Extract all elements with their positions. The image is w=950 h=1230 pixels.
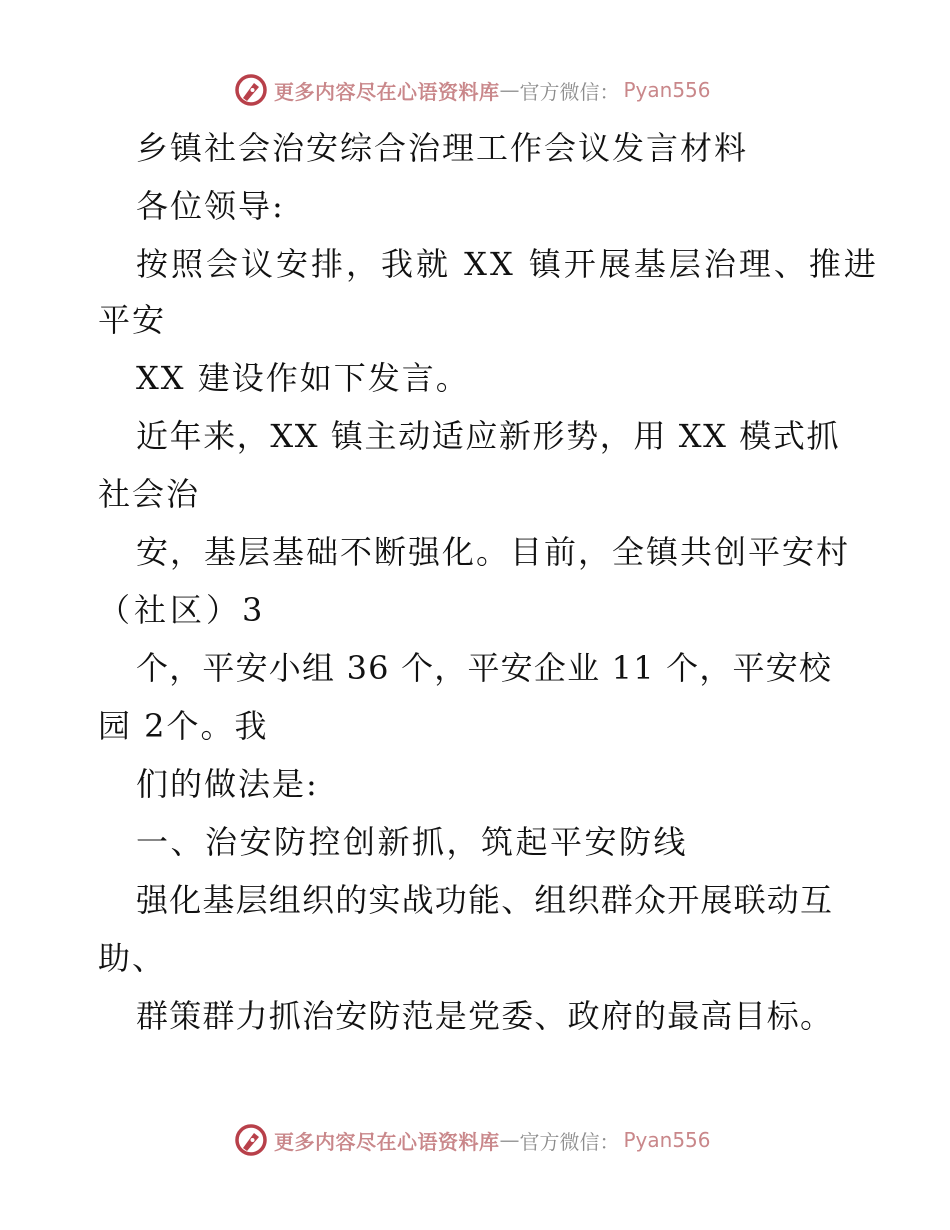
header-banner-text: 更多内容尽在心语资料库 xyxy=(274,79,500,104)
paragraph-line: 近年来，XX 镇主动适应新形势，用 XX 模式抓 xyxy=(136,417,841,455)
pen-nib-circle-icon xyxy=(234,1123,268,1157)
header-banner-wechat-id: Pyan556 xyxy=(623,78,711,102)
paragraph-line: 按照会议安排，我就 XX 镇开展基层治理、推进 xyxy=(136,245,879,283)
paragraph-line: 群策群力抓治安防范是党委、政府的最高目标。 xyxy=(136,997,834,1035)
paragraph-line: 个，平安小组 36 个，平安企业 11 个，平安校 xyxy=(136,649,833,687)
footer-banner-wechat-id: Pyan556 xyxy=(623,1128,711,1152)
document-title: 乡镇社会治安综合治理工作会议发言材料 xyxy=(136,129,749,167)
section-heading: 一、治安防控创新抓，筑起平安防线 xyxy=(136,823,689,861)
paragraph-line: 安，基层基础不断强化。目前，全镇共创平安村 xyxy=(136,533,851,571)
footer-banner-separator: — xyxy=(499,1128,520,1152)
salutation: 各位领导: xyxy=(136,187,285,225)
paragraph-line: 社会治 xyxy=(98,475,201,513)
pen-nib-circle-icon xyxy=(234,73,268,107)
paragraph-line: XX 建设作如下发言。 xyxy=(136,359,470,397)
header-banner-separator: — xyxy=(499,78,520,102)
paragraph-line: 园 2个。我 xyxy=(98,707,269,745)
paragraph-line: 助、 xyxy=(98,939,167,977)
paragraph-line: 强化基层组织的实战功能、组织群众开展联动互 xyxy=(136,881,834,919)
paragraph-line: 平安 xyxy=(98,301,167,339)
footer-banner xyxy=(234,1120,711,1160)
footer-banner-text: 更多内容尽在心语资料库 xyxy=(274,1129,500,1154)
header-banner-wechat-label: 官方微信： xyxy=(519,79,620,104)
header-banner xyxy=(234,70,711,110)
paragraph-line: 们的做法是: xyxy=(136,765,319,803)
paragraph-line: （社区）3 xyxy=(98,591,267,629)
footer-banner-wechat-label: 官方微信： xyxy=(519,1129,620,1154)
